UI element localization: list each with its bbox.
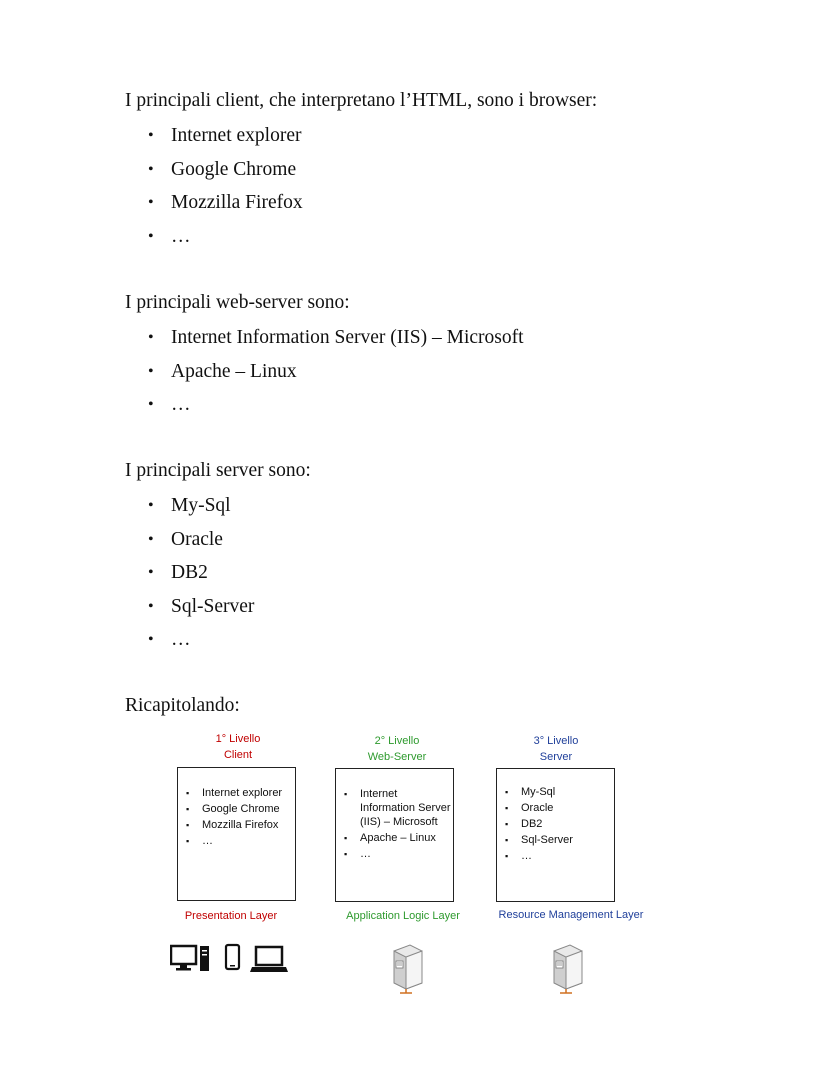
level-name: Web-Server — [367, 751, 427, 763]
list-item: ▪ … — [344, 848, 371, 860]
section-title-webservers: I principali web-server sono: — [125, 292, 350, 313]
level-2-list — [344, 787, 452, 863]
level-number: 3° Livello — [533, 735, 579, 747]
list-item: • … — [145, 623, 254, 657]
clients-list — [145, 119, 303, 253]
bullet-icon: ▪ — [505, 819, 509, 829]
laptop-icon — [250, 947, 288, 972]
level-number: 2° Livello — [374, 735, 420, 747]
level-2-heading — [327, 733, 467, 765]
section-title-clients: I principali client, che interpretano l’HTML, sono i browser: — [125, 90, 598, 111]
servers-list — [145, 489, 254, 657]
application-logic-layer-label: Application Logic Layer — [346, 910, 460, 922]
bullet-icon: ▪ — [186, 788, 190, 798]
bullet-icon: • — [148, 362, 154, 380]
bullet-icon: • — [148, 631, 154, 649]
level-1-heading — [168, 731, 308, 763]
bullet-icon: ▪ — [186, 836, 190, 846]
bullet-icon: ▪ — [344, 833, 348, 843]
level-2-box — [335, 768, 454, 902]
bullet-icon: • — [148, 530, 154, 548]
list-item: • Internet Information Server (IIS) – Microsoft — [145, 321, 524, 355]
list-item: ▪ … — [186, 835, 213, 847]
level-1-list — [186, 786, 294, 850]
list-item: ▪ Oracle — [505, 802, 554, 814]
bullet-icon: ▪ — [505, 835, 509, 845]
resource-management-layer-label: Resource Management Layer — [498, 909, 644, 921]
bullet-icon: • — [148, 597, 154, 615]
section-title-servers: I principali server sono: — [125, 460, 311, 481]
bullet-icon: ▪ — [186, 804, 190, 814]
presentation-layer-label: Presentation Layer — [184, 910, 278, 922]
list-item: • Internet explorer — [145, 119, 303, 153]
bullet-icon: ▪ — [505, 803, 509, 813]
bullet-icon: ▪ — [505, 787, 509, 797]
list-item: ▪ Sql-Server — [505, 834, 573, 846]
list-item: • Sql-Server — [145, 590, 254, 624]
list-item: • … — [145, 220, 303, 254]
bullet-icon: ▪ — [344, 849, 348, 859]
level-3-heading — [486, 733, 626, 765]
server-icon — [550, 943, 584, 995]
bullet-icon: ▪ — [505, 851, 509, 861]
list-item: ▪ My-Sql — [505, 786, 556, 798]
list-item: ▪ Google Chrome — [186, 803, 280, 815]
desktop-computer-icon — [171, 946, 209, 971]
list-item: ▪ Apache – Linux — [344, 832, 436, 844]
level-1-box — [177, 767, 296, 901]
list-item: • My-Sql — [145, 489, 254, 523]
list-item: • Google Chrome — [145, 153, 303, 187]
client-devices-icons — [170, 943, 290, 977]
list-item: ▪ … — [505, 850, 532, 862]
bullet-icon: • — [148, 160, 154, 178]
list-item: ▪ Mozzilla Firefox — [186, 819, 279, 831]
level-name: Client — [223, 749, 253, 761]
three-tier-diagram — [0, 725, 828, 1005]
bullet-icon: • — [148, 227, 154, 245]
bullet-icon: • — [148, 194, 154, 212]
level-3-box — [496, 768, 615, 902]
summary-title: Ricapitolando: — [125, 695, 240, 716]
list-item: • DB2 — [145, 556, 254, 590]
bullet-icon: • — [148, 396, 154, 414]
bullet-icon: • — [148, 127, 154, 144]
bullet-icon: • — [148, 564, 154, 582]
level-3-list — [505, 785, 613, 865]
bullet-icon: ▪ — [344, 789, 348, 799]
server-icon — [390, 943, 424, 995]
list-item: ▪ DB2 — [505, 818, 543, 830]
list-item: • … — [145, 388, 524, 422]
bullet-icon: • — [148, 329, 154, 346]
webservers-list — [145, 321, 524, 422]
bullet-icon: • — [148, 497, 154, 514]
list-item: ▪ Internet explorer — [186, 787, 283, 799]
list-item: • Mozzilla Firefox — [145, 186, 303, 220]
list-item: • Apache – Linux — [145, 355, 524, 389]
level-number: 1° Livello — [215, 733, 261, 745]
bullet-icon: ▪ — [186, 820, 190, 830]
list-item: • Oracle — [145, 523, 254, 557]
list-item: ▪ Internet Information Server (IIS) – Microsoft — [344, 788, 451, 828]
level-name: Server — [539, 751, 573, 763]
smartphone-icon — [226, 945, 239, 969]
